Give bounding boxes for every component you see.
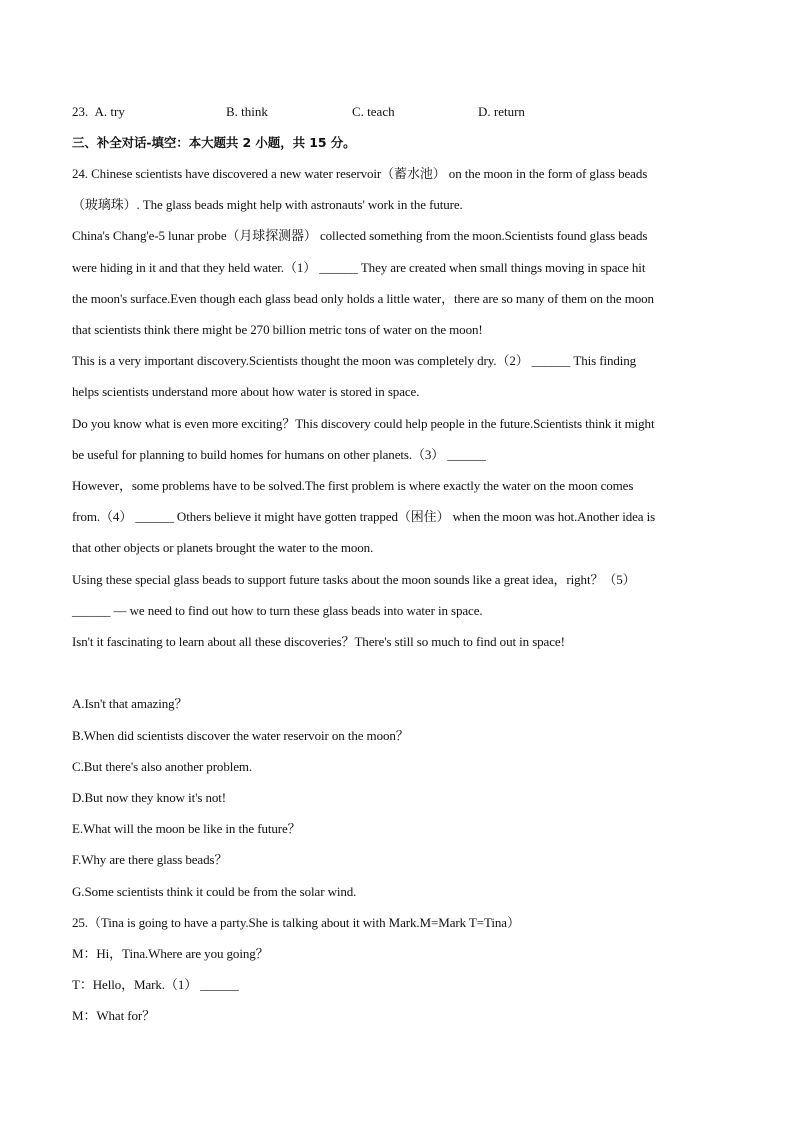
q24-line: were hiding in it and that they held water.（1） ______ They are created when small things moving in space hit — [72, 260, 646, 275]
q25-intro: 25.（Tina is going to have a party.She is talking about it with Mark.M=Mark T=Tina） — [72, 915, 520, 930]
q23-option-d: D. return — [478, 104, 525, 119]
q24-line: Using these special glass beads to support future tasks about the moon sounds like a great idea，right？（5） — [72, 572, 636, 587]
section-heading: 三、补全对话-填空：本大题共 2 小题，共 15 分。 — [72, 135, 356, 150]
q24-choice-d: D.But now they know it's not! — [72, 790, 226, 805]
q24-line: the moon's surface.Even though each glass bead only holds a little water，there are so many of them on the moon — [72, 291, 654, 306]
q24-choice-g: G.Some scientists think it could be from the solar wind. — [72, 884, 357, 899]
q24-line: （玻璃珠）. The glass beads might help with astronauts' work in the future. — [72, 197, 463, 212]
q24-line: be useful for planning to build homes for humans on other planets.（3） ______ — [72, 447, 486, 462]
q24-choice-e: E.What will the moon be like in the future？ — [72, 821, 301, 836]
q24-line: that other objects or planets brought the water to the moon. — [72, 540, 374, 555]
q24-line: helps scientists understand more about how water is stored in space. — [72, 384, 420, 399]
q25-dialogue-line: T：Hello，Mark.（1） ______ — [72, 977, 239, 992]
q24-choice-f: F.Why are there glass beads？ — [72, 852, 228, 867]
q24-choice-a: A.Isn't that amazing？ — [72, 696, 188, 711]
q24-line: ______ — we need to find out how to turn these glass beads into water in space. — [72, 603, 483, 618]
q24-line: China's Chang'e-5 lunar probe（月球探测器） collected something from the moon.Scientists found glass beads — [72, 228, 648, 243]
q24-choice-c: C.But there's also another problem. — [72, 759, 253, 774]
q24-line: from.（4） ______ Others believe it might have gotten trapped（困住） when the moon was hot.Another idea is — [72, 509, 656, 524]
q24-line: This is a very important discovery.Scientists thought the moon was completely dry.（2） ______ This finding — [72, 353, 637, 368]
q25-dialogue-line: M：What for？ — [72, 1008, 156, 1023]
q24-choice-b: B.When did scientists discover the water reservoir on the moon？ — [72, 728, 409, 743]
q24-line: that scientists think there might be 270 billion metric tons of water on the moon! — [72, 322, 483, 337]
q23-option-b: B. think — [226, 104, 268, 119]
q23-option-c: C. teach — [352, 104, 395, 119]
q23-option-a-text: A. try — [94, 104, 125, 119]
q24-line: Do you know what is even more exciting？This discovery could help people in the future.Scientists think it might — [72, 416, 655, 431]
q25-dialogue-line: M：Hi，Tina.Where are you going？ — [72, 946, 269, 961]
q24-line: 24. Chinese scientists have discovered a new water reservoir（蓄水池） on the moon in the form of glass beads — [72, 166, 648, 181]
q24-line: However，some problems have to be solved.The first problem is where exactly the water on the moon comes — [72, 478, 634, 493]
q24-line: Isn't it fascinating to learn about all these discoveries？There's still so much to find out in space! — [72, 634, 565, 649]
q23-number: 23. — [72, 104, 89, 119]
q23-option-a — [72, 103, 125, 121]
